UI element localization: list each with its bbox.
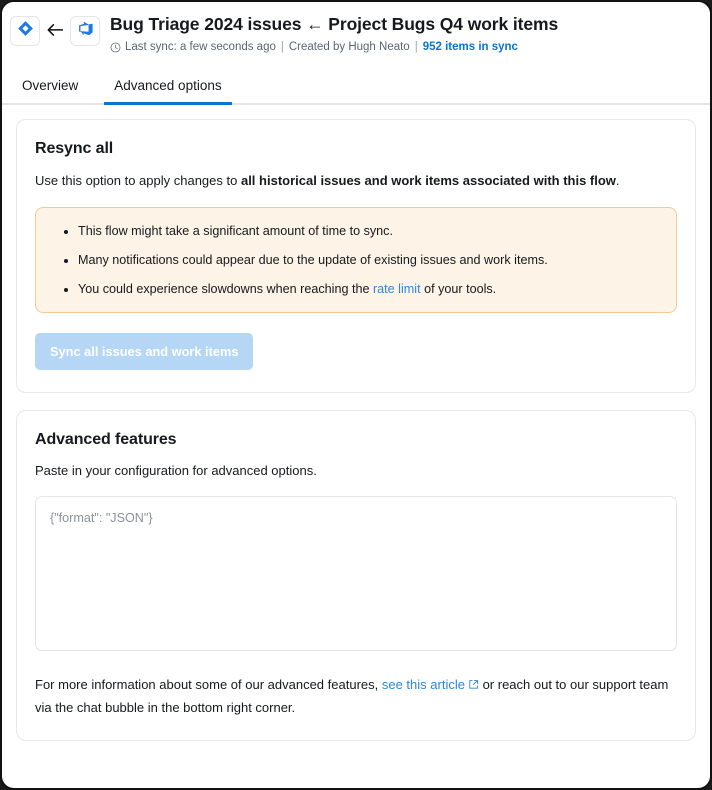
warning-text-1: This flow might take a significant amount of time to sync. [78, 223, 393, 238]
advanced-features-footer [35, 674, 675, 718]
resync-all-card [16, 119, 696, 394]
tab-bar [2, 72, 710, 105]
warning-text-3-suffix: of your tools. [420, 281, 497, 296]
warning-text-2: Many notifications could appear due to the update of existing issues and work items. [78, 252, 548, 267]
external-link-icon [468, 675, 479, 696]
meta-separator-1: | [280, 40, 284, 53]
resync-all-heading: Resync all [35, 139, 114, 157]
page-title: Bug Triage 2024 issues ← Project Bugs Q4 work items [110, 14, 559, 34]
resync-warning-box [35, 207, 677, 314]
items-in-sync-link[interactable]: 952 items in sync [422, 40, 518, 53]
resync-all-description [35, 172, 677, 191]
advanced-config-textarea[interactable] [35, 496, 677, 651]
list-item [78, 222, 660, 241]
target-tool-logo [70, 16, 100, 46]
header-title-block [110, 14, 558, 53]
advanced-features-card [16, 410, 696, 741]
footer-prefix-text: For more information about some of our advanced features, [35, 677, 382, 693]
resync-description-bold: all historical issues and work items associated with this flow [240, 172, 616, 188]
main-content [2, 105, 710, 741]
azure-devops-icon [77, 20, 94, 42]
list-item [78, 280, 660, 299]
see-this-article-label: see this article [381, 677, 465, 693]
resync-warning-list [52, 222, 660, 299]
page-header [2, 2, 710, 105]
warning-text-3-prefix: You could experience slowdowns when reaching the [78, 281, 373, 296]
tab-overview[interactable]: Overview [22, 77, 79, 93]
source-tool-logo [10, 16, 40, 46]
advanced-features-heading: Advanced features [35, 431, 177, 449]
tab-advanced-options[interactable]: Advanced options [110, 72, 225, 103]
arrow-left-icon [46, 23, 64, 40]
back-arrow-button[interactable] [40, 16, 70, 46]
see-this-article-link[interactable] [382, 677, 479, 692]
clock-icon [110, 42, 121, 53]
footer-suffix-text: or reach out to our support team via the chat bubble in the bottom right corner. [35, 677, 669, 715]
last-sync-text: Last sync: a few seconds ago [125, 40, 276, 53]
advanced-features-description: Paste in your configuration for advanced options. [35, 463, 317, 479]
resync-description-suffix: . [615, 172, 620, 188]
resync-description-prefix: Use this option to apply changes to [35, 172, 241, 188]
header-row [2, 10, 710, 53]
flow-meta [110, 41, 558, 53]
created-by-text: Created by Hugh Neato [288, 40, 410, 53]
meta-separator-2: | [414, 40, 418, 53]
jira-icon [17, 20, 34, 42]
list-item [78, 251, 660, 270]
sync-all-button[interactable]: Sync all issues and work items [35, 333, 253, 370]
rate-limit-link[interactable]: rate limit [372, 281, 421, 296]
